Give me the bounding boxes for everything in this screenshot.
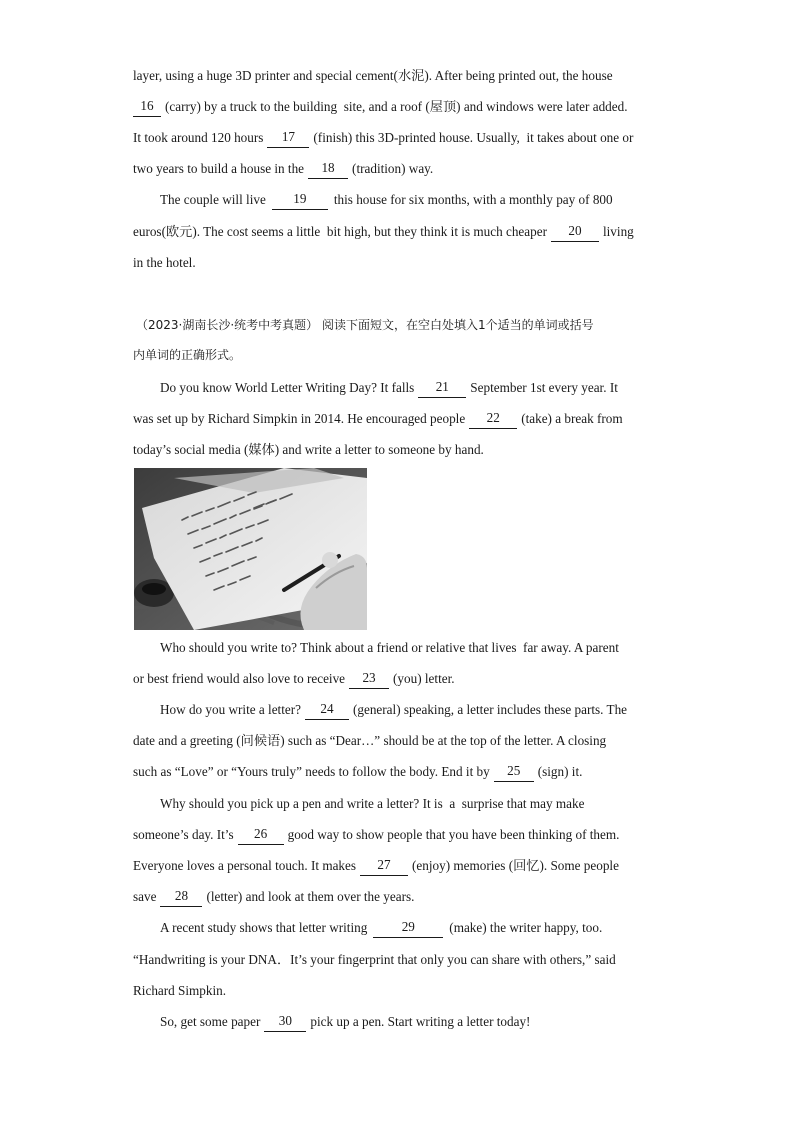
text-line — [133, 825, 661, 845]
text-line — [160, 918, 688, 938]
text: layer, using a huge 3D printer and special cement(水泥). After being printed out, the house — [133, 68, 613, 83]
text: “Handwriting is your DNA．It’s your fingerprint that only you can share with others,” said — [133, 952, 616, 967]
text: (finish) this 3D-printed house. Usually, it takes about one or — [313, 130, 634, 145]
text: (sign) it. — [537, 764, 583, 779]
text: It took around 120 hours — [133, 130, 264, 145]
text: (take) a break from — [521, 411, 623, 426]
text: (general) speaking, a letter includes these parts. The — [353, 702, 628, 717]
text: Richard Simpkin. — [133, 983, 227, 998]
blank-30[interactable]: 30 — [264, 1012, 306, 1032]
text: such as “Love” or “Yours truly” needs to follow the body. End it by — [133, 764, 490, 779]
text: euros(欧元). The cost seems a little bit high, but they think it is much cheaper — [133, 224, 547, 239]
text-line — [133, 856, 661, 876]
blank-17[interactable]: 17 — [267, 128, 309, 148]
blank-25[interactable]: 25 — [494, 762, 534, 782]
text: So, get some paper — [160, 1014, 261, 1029]
text: Who should you write to? Think about a friend or relative that lives far away. A parent — [160, 640, 619, 655]
text: The couple will live — [160, 192, 266, 207]
text: （2023·湖南长沙·统考中考真题） 阅读下面短文，在空白处填入1个适当的单词或括号 — [136, 318, 594, 332]
blank-23[interactable]: 23 — [349, 669, 389, 689]
hand-writing-image — [134, 468, 367, 630]
blank-29[interactable]: 29 — [373, 918, 443, 938]
letter-writing-photo — [134, 468, 367, 630]
blank-18[interactable]: 18 — [308, 159, 348, 179]
text-line — [133, 159, 661, 179]
text: living — [602, 224, 634, 239]
text: was set up by Richard Simpkin in 2014. He encouraged people — [133, 411, 466, 426]
blank-21[interactable]: 21 — [418, 378, 466, 398]
source-line — [136, 315, 664, 335]
text: A recent study shows that letter writing — [160, 920, 368, 935]
text-line — [133, 222, 661, 242]
text-line — [160, 794, 661, 814]
blank-19[interactable]: 19 — [272, 190, 328, 210]
text-line — [133, 762, 661, 782]
text: save — [133, 889, 157, 904]
text-line — [160, 378, 688, 398]
text: Everyone loves a personal touch. It makes — [133, 858, 357, 873]
text-line — [160, 638, 661, 658]
text: Why should you pick up a pen and write a letter? It is a surprise that may make — [160, 796, 585, 811]
text-line — [133, 731, 661, 751]
text: (enjoy) memories (回忆). Some people — [412, 858, 619, 873]
blank-28[interactable]: 28 — [160, 887, 202, 907]
text: good way to show people that you have been thinking of them. — [287, 827, 620, 842]
text: in the hotel. — [133, 255, 196, 270]
text: this house for six months, with a monthly pay of 800 — [333, 192, 613, 207]
blank-20[interactable]: 20 — [551, 222, 599, 242]
text-line — [133, 887, 661, 907]
text: (letter) and look at them over the years. — [206, 889, 415, 904]
text: (make) the writer happy, too. — [449, 920, 603, 935]
text: 内单词的正确形式。 — [133, 348, 242, 362]
blank-22[interactable]: 22 — [469, 409, 517, 429]
text-line — [133, 950, 661, 970]
text-line — [133, 253, 661, 273]
text: (carry) by a truck to the building site, and a roof (屋顶) and windows were later added. — [165, 99, 628, 114]
text: two years to build a house in the — [133, 161, 305, 176]
text-line — [133, 97, 661, 117]
text: pick up a pen. Start writing a letter today! — [310, 1014, 531, 1029]
text-line — [133, 981, 661, 1001]
text-line — [133, 66, 661, 86]
text: Do you know World Letter Writing Day? It falls — [160, 380, 415, 395]
blank-26[interactable]: 26 — [238, 825, 284, 845]
text: How do you write a letter? — [160, 702, 301, 717]
text: date and a greeting (问候语) such as “Dear…” should be at the top of the letter. A closing — [133, 733, 607, 748]
text-line — [133, 440, 661, 460]
text-line — [133, 128, 661, 148]
blank-16[interactable]: 16 — [133, 97, 161, 117]
text-line — [133, 409, 661, 429]
text-line — [160, 700, 688, 720]
text: someone’s day. It’s — [133, 827, 234, 842]
text: or best friend would also love to receive — [133, 671, 346, 686]
text: (you) letter. — [393, 671, 455, 686]
text-line — [160, 190, 688, 210]
text: (tradition) way. — [352, 161, 434, 176]
text: today’s social media (媒体) and write a letter to someone by hand. — [133, 442, 484, 457]
text-line — [160, 1012, 688, 1032]
blank-27[interactable]: 27 — [360, 856, 408, 876]
text-line — [133, 669, 661, 689]
text: September 1st every year. It — [470, 380, 618, 395]
blank-24[interactable]: 24 — [305, 700, 349, 720]
source-line — [133, 345, 661, 365]
